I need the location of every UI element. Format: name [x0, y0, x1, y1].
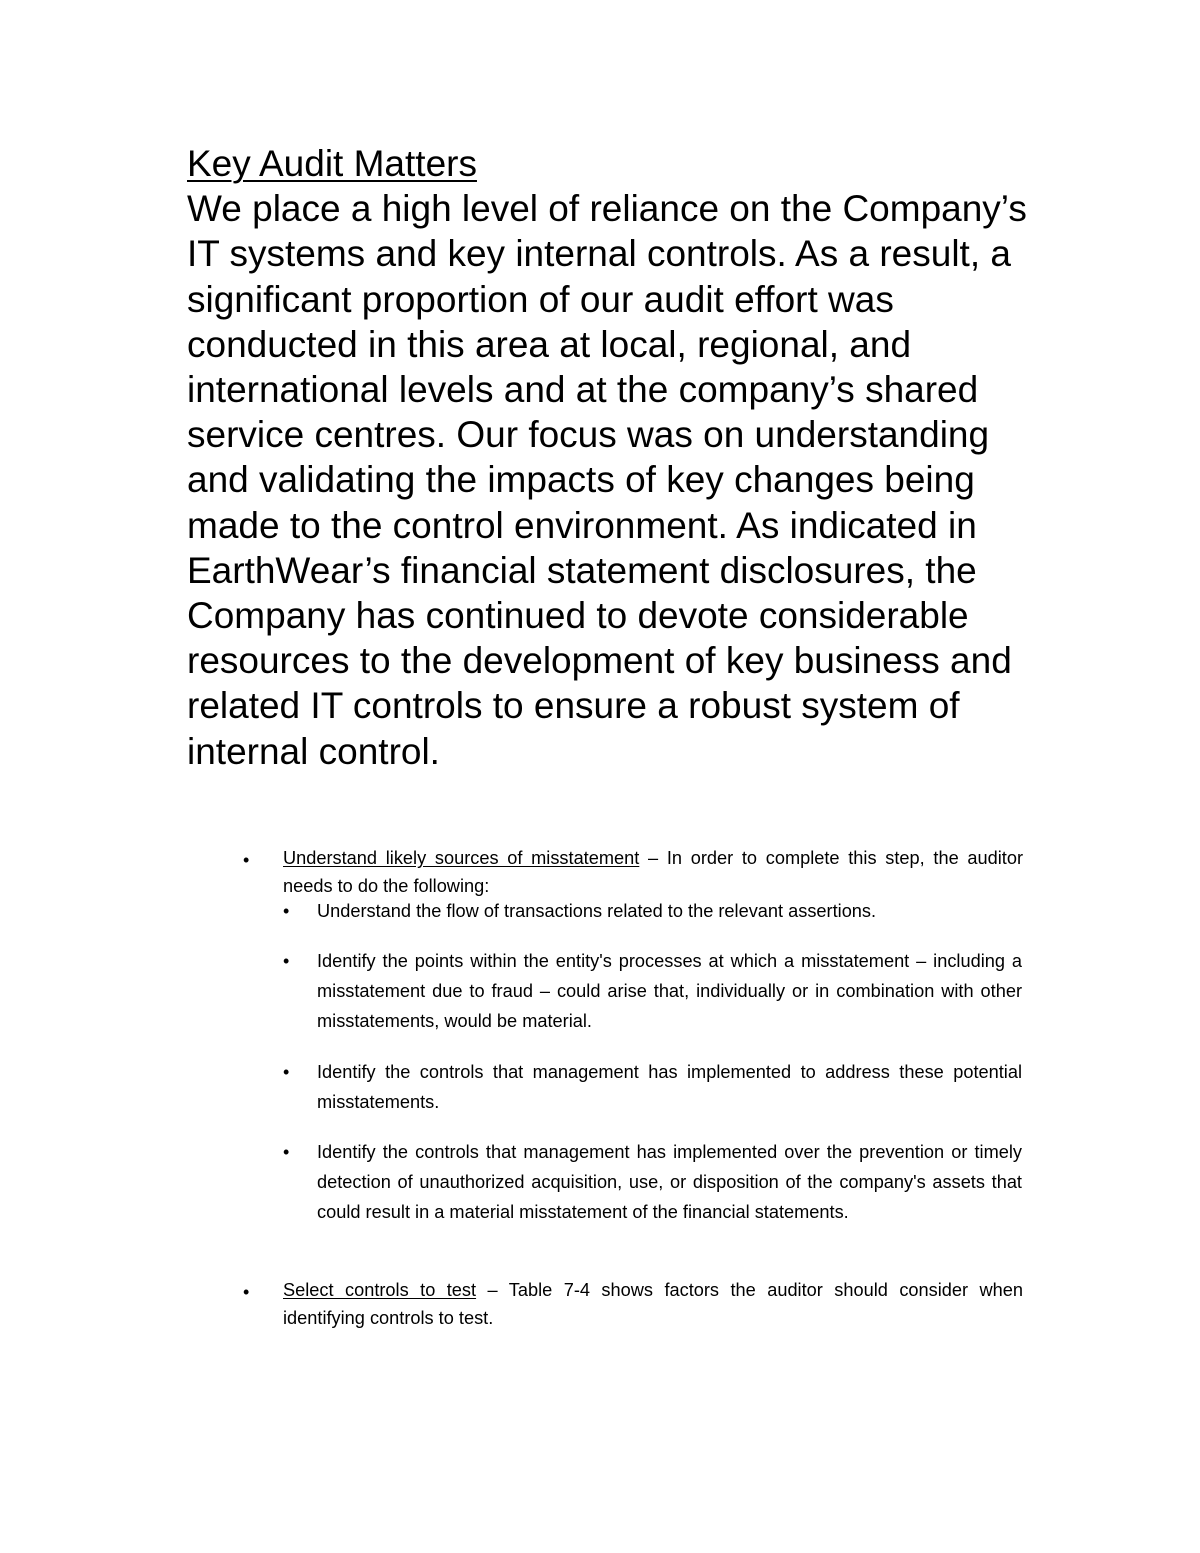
list-item-text: – Table 7-4 shows factors the auditor should consider when identifying controls to test. — [283, 1280, 1023, 1328]
bullet-icon: • — [243, 850, 250, 870]
list-item-label: Understand likely sources of misstatement — [283, 848, 640, 868]
bullet-icon: • — [283, 901, 290, 921]
bullet-icon: • — [243, 1282, 250, 1302]
section-title: Key Audit Matters — [187, 143, 477, 184]
list-item-understand-sources — [283, 845, 1023, 900]
bullet-icon: • — [283, 1142, 290, 1162]
sub-list-item: Understand the flow of transactions related to the relevant assertions. — [317, 901, 877, 921]
sub-list-item: Identify the points within the entity's processes at which a misstatement – including a misstatement due to fraud – could arise that, individually or in combination with other misstatements, would be material. — [317, 951, 1022, 1031]
sub-list-item: Identify the controls that management has implemented over the prevention or timely detection of unauthorized acquisition, use, or disposition of the company's assets that could result in a material misstatement of the financial statements. — [317, 1142, 1022, 1222]
list-item-text: – In order to complete this step, the auditor needs to do the following: — [283, 848, 1024, 896]
list-item-label: Select controls to test — [283, 1280, 477, 1300]
list-item-select-controls — [283, 1277, 1023, 1332]
sub-list-item: Identify the controls that management has implemented to address these potential misstatements. — [317, 1062, 1022, 1112]
key-audit-matters-section — [187, 141, 1047, 774]
section-body: We place a high level of reliance on the Company’s IT systems and key internal controls. As a result, a significant proportion of our audit effort was conducted in this area at local, regional, and international levels and at the company’s shared service centres. Our focus was on understanding and validating the impacts of key changes being made to the control environment. As indicated in EarthWear’s financial statement disclosures, the Company has continued to devote considerable resources to the development of key business and related IT controls to ensure a robust system of internal control. — [187, 188, 1027, 772]
bullet-icon: • — [283, 1062, 290, 1082]
bullet-icon: • — [283, 951, 290, 971]
